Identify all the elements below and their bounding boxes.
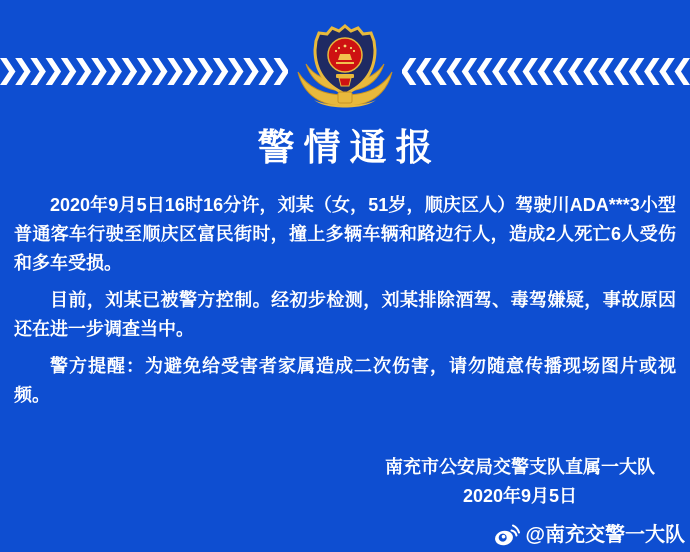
weibo-logo-icon bbox=[493, 523, 520, 547]
chevrons-right-pointing-decor bbox=[0, 58, 288, 85]
police-badge-icon bbox=[294, 20, 396, 110]
signature-block bbox=[385, 453, 655, 511]
paragraph-reminder: 警方提醒：为避免给受害者家属造成二次伤害，请勿随意传播现场图片或视频。 bbox=[14, 356, 676, 405]
notice-title: 警情通报 bbox=[257, 127, 442, 168]
signature-org: 南充市公安局交警支队直属一大队 bbox=[385, 457, 655, 477]
chevrons-left-pointing-decor bbox=[402, 58, 690, 85]
notice-body bbox=[0, 191, 690, 410]
signature-date: 2020年9月5日 bbox=[462, 486, 578, 506]
weibo-handle: @南充交警一大队 bbox=[525, 524, 685, 546]
paragraph-investigation: 目前，刘某已被警方控制。经初步检测，刘某排除酒驾、毒驾嫌疑，事故原因还在进一步调查当中。 bbox=[14, 290, 676, 339]
weibo-attribution bbox=[493, 522, 685, 548]
poster-header bbox=[0, 0, 690, 112]
paragraph-incident: 2020年9月5日16时16分许，刘某（女，51岁，顺庆区人）驾驶川ADA***3小型普通客车行驶至顺庆区富民街时，撞上多辆车辆和路边行人，造成2人死亡6人受伤和多车受损。 bbox=[14, 195, 676, 273]
